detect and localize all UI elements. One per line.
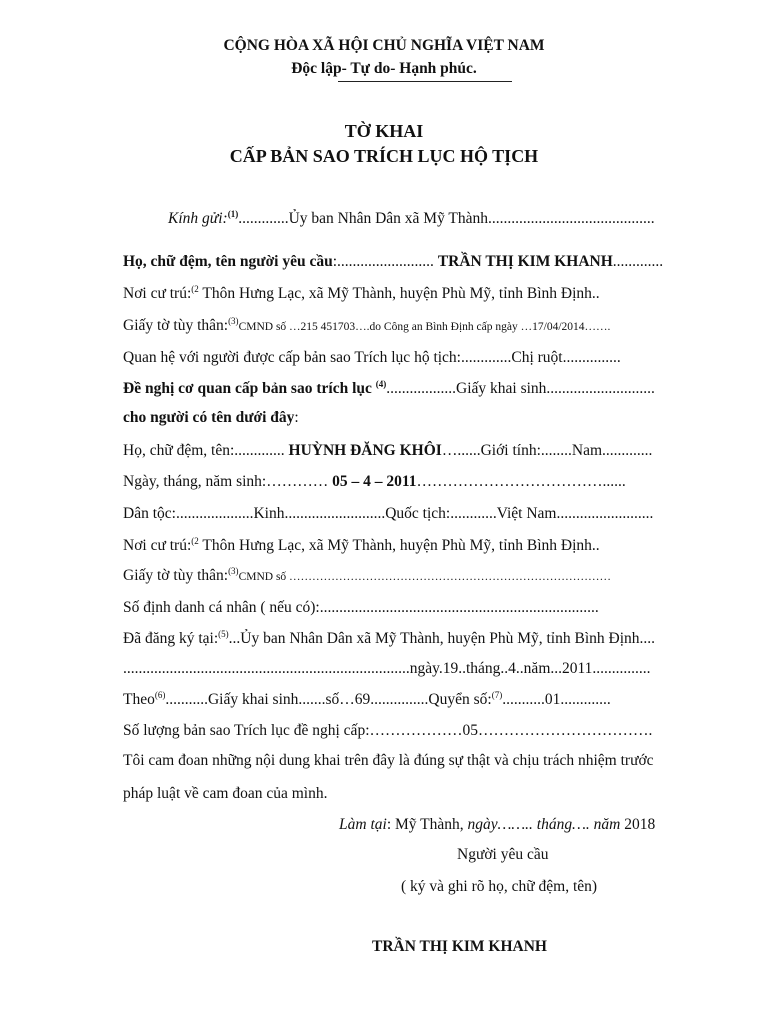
sign-year: 2018 <box>620 816 656 833</box>
personal-id-line: Số định danh cá nhân ( nếu có):........................................................................ <box>123 599 599 616</box>
subject-name-tail: …......Giới tính:........Nam............. <box>441 442 653 459</box>
applicant-residence-line <box>123 285 600 303</box>
applicant-name-dots: :......................... <box>332 253 438 270</box>
subject-name-line <box>123 442 652 460</box>
applicant-name-value: TRẦN THỊ KIM KHANH <box>437 253 613 270</box>
requester-label: Người yêu cầu <box>457 846 549 863</box>
subject-id-value: CMND số ………………………………………………………………………… <box>238 571 612 583</box>
note-ref-1: (1) <box>227 209 239 219</box>
applicant-residence-label: Nơi cư trú: <box>123 285 192 302</box>
note-ref-4: (4) <box>375 379 387 389</box>
subject-dob-value: 05 – 4 – 2011 <box>332 473 417 490</box>
note-ref-5: (5) <box>218 629 229 639</box>
request-line <box>123 380 655 398</box>
applicant-id-line <box>123 317 610 336</box>
subject-ethnic-line: Dân tộc:....................Kinh..........................Quốc tịch:............Việt Nam......................... <box>123 505 654 522</box>
subject-name-value: HUỲNH ĐĂNG KHÔI <box>288 442 442 459</box>
subject-residence-value: Thôn Hưng Lạc, xã Mỹ Thành, huyện Phù Mỹ, tỉnh Bình Định.. <box>198 537 600 554</box>
subject-id-line <box>123 567 611 586</box>
signature-note: ( ký và ghi rõ họ, chữ đệm, tên) <box>401 878 598 895</box>
copies-line: Số lượng bản sao Trích lục đề nghị cấp:………………05……………………………. <box>123 722 653 739</box>
subject-residence-label: Nơi cư trú: <box>123 537 192 554</box>
applicant-name-line <box>123 253 663 271</box>
request-for-line <box>123 409 299 427</box>
form-title: TỜ KHAI <box>344 121 424 141</box>
note-ref-6: (6) <box>154 690 166 700</box>
note-ref-3: (3) <box>228 316 239 326</box>
subject-id-label: Giấy tờ tùy thân: <box>123 567 229 584</box>
note-ref-2: (2 <box>191 284 199 294</box>
theo-value: ...........Giấy khai sinh.......số…69...............Quyển số: <box>165 691 492 708</box>
registered-at-line <box>123 630 655 648</box>
place-label: Làm tại <box>339 816 387 833</box>
recipient-line <box>168 210 655 228</box>
subject-dob-line <box>123 473 626 491</box>
quyen-value: ...........01............. <box>502 691 611 708</box>
request-for-colon: : <box>294 409 299 426</box>
recipient-value: .............Ủy ban Nhân Dân xã Mỹ Thành........................................... <box>238 210 655 227</box>
request-label: Đề nghị cơ quan cấp bản sao trích lục <box>123 380 372 397</box>
note-ref-7: (7) <box>491 690 503 700</box>
applicant-id-label: Giấy tờ tùy thân: <box>123 317 229 334</box>
registered-at-value: ...Ủy ban Nhân Dân xã Mỹ Thành, huyện Phù Mỹ, tỉnh Bình Định.... <box>228 630 656 647</box>
request-for-label: cho người có tên dưới đây <box>123 409 295 426</box>
registered-at-label: Đã đăng ký tại: <box>123 630 219 647</box>
nation-header: CỘNG HÒA XÃ HỘI CHỦ NGHĨA VIỆT NAM <box>223 37 545 54</box>
applicant-name-label: Họ, chữ đệm, tên người yêu cầu <box>123 253 333 270</box>
commitment-line-2: pháp luật về cam đoan của mình. <box>123 785 328 802</box>
relation-line: Quan hệ với người được cấp bản sao Trích lục hộ tịch:.............Chị ruột............... <box>123 349 621 366</box>
date-text: ngày…….. tháng…. năm <box>467 816 621 833</box>
applicant-id-value: CMND số …215 451703….do Công an Bình Định cấp ngày …17/04/2014……. <box>238 321 611 333</box>
form-subtitle: CẤP BẢN SAO TRÍCH LỤC HỘ TỊCH <box>229 146 539 166</box>
subject-dob-prefix: Ngày, tháng, năm sinh:………… <box>123 473 333 490</box>
theo-line <box>123 691 611 709</box>
motto: Độc lập- Tự do- Hạnh phúc. <box>291 60 477 77</box>
subject-name-prefix: Họ, chữ đệm, tên:............. <box>123 442 289 459</box>
place-date-line <box>339 816 655 834</box>
motto-underline <box>338 81 512 82</box>
commitment-line-1: Tôi cam đoan những nội dung khai trên đây là đúng sự thật và chịu trách nhiệm trước <box>123 752 654 769</box>
note-ref-3b: (3) <box>228 566 239 576</box>
applicant-residence-value: Thôn Hưng Lạc, xã Mỹ Thành, huyện Phù Mỹ, tỉnh Bình Định.. <box>198 285 600 302</box>
note-ref-2b: (2 <box>191 536 199 546</box>
recipient-label: Kính gửi: <box>168 210 228 227</box>
subject-dob-tail: ………………………………...... <box>416 473 626 490</box>
applicant-name-tail: ............. <box>612 253 664 270</box>
theo-label: Theo <box>123 691 155 708</box>
subject-residence-line <box>123 537 600 555</box>
place-value: : Mỹ Thành, <box>386 816 468 833</box>
request-value: ..................Giấy khai sinh............................ <box>386 380 655 397</box>
signer-name: TRẦN THỊ KIM KHANH <box>372 938 547 955</box>
registration-date-line: ..........................................................................ngày.19..tháng..4..năm...2011............... <box>123 660 651 677</box>
